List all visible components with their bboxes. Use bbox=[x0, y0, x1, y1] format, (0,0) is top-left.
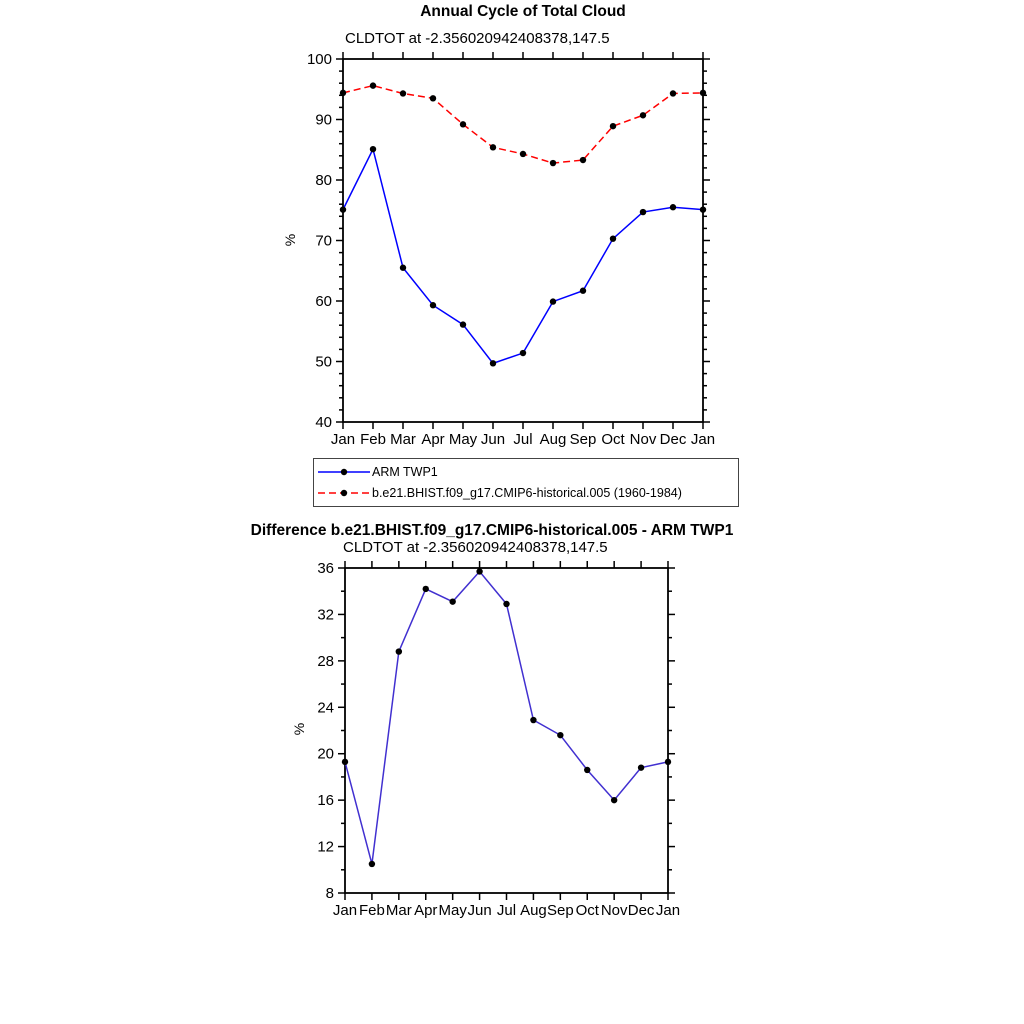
data-point-marker bbox=[665, 759, 671, 765]
top-chart-title: Annual Cycle of Total Cloud bbox=[420, 3, 626, 20]
data-point-marker bbox=[670, 204, 676, 210]
y-tick-label: 70 bbox=[315, 232, 332, 250]
x-tick-label: Apr bbox=[414, 902, 438, 919]
data-point-marker bbox=[400, 90, 406, 96]
bottom-chart-y-axis-label: % bbox=[291, 722, 307, 736]
data-point-marker bbox=[370, 82, 376, 88]
x-tick-label: Dec bbox=[627, 902, 655, 919]
legend-item-model-historical bbox=[318, 483, 738, 504]
y-tick-label: 50 bbox=[315, 353, 332, 371]
data-point-marker bbox=[580, 288, 586, 294]
y-tick-label: 12 bbox=[317, 838, 334, 856]
data-point-marker bbox=[640, 209, 646, 215]
x-tick-label: May bbox=[448, 431, 478, 448]
y-tick-label: 20 bbox=[317, 745, 334, 763]
data-point-marker bbox=[700, 90, 706, 96]
x-tick-label: Mar bbox=[385, 902, 412, 919]
y-tick-label: 80 bbox=[315, 172, 332, 189]
x-tick-label: Jun bbox=[480, 431, 506, 448]
y-tick-label: 16 bbox=[317, 792, 334, 810]
y-tick-label: 100 bbox=[306, 51, 332, 68]
x-tick-label: Jan bbox=[655, 902, 681, 919]
top-chart-tick-labels bbox=[307, 51, 715, 448]
data-point-marker bbox=[342, 759, 348, 765]
legend-label-arm-twp1: ARM TWP1 bbox=[372, 464, 438, 479]
y-tick-label: 90 bbox=[315, 111, 332, 129]
x-tick-label: Jan bbox=[330, 431, 356, 448]
x-tick-label: Jun bbox=[467, 902, 492, 919]
top-chart-ticks bbox=[336, 52, 710, 429]
data-point-marker bbox=[449, 598, 455, 604]
bottom-chart bbox=[317, 560, 680, 919]
y-tick-label: 28 bbox=[317, 652, 334, 670]
y-tick-label: 8 bbox=[325, 885, 334, 902]
y-tick-label: 40 bbox=[315, 414, 332, 431]
y-tick-label: 60 bbox=[315, 293, 332, 310]
data-point-marker bbox=[611, 797, 617, 803]
bottom-chart-subtitle: CLDTOT at -2.356020942408378,147.5 bbox=[343, 539, 608, 556]
data-point-marker bbox=[610, 123, 616, 129]
x-tick-label: Aug bbox=[539, 431, 567, 448]
data-point-marker bbox=[476, 568, 482, 574]
data-point-marker bbox=[460, 321, 466, 327]
data-point-marker bbox=[503, 601, 509, 607]
data-point-marker bbox=[400, 265, 406, 271]
data-point-marker bbox=[670, 90, 676, 96]
legend-label-model-historical: b.e21.BHIST.f09_g17.CMIP6-historical.005 (1960-1984) bbox=[372, 486, 682, 501]
data-point-marker bbox=[640, 112, 646, 118]
data-point-marker bbox=[550, 160, 556, 166]
legend-box bbox=[313, 458, 739, 507]
x-tick-label: Mar bbox=[390, 431, 416, 448]
series-line-arm-twp1 bbox=[343, 149, 703, 363]
bottom-chart-title: Difference b.e21.BHIST.f09_g17.CMIP6-historical.005 - ARM TWP1 bbox=[250, 522, 734, 539]
x-tick-label: Feb bbox=[358, 902, 385, 919]
x-tick-label: Jan bbox=[332, 902, 358, 919]
top-chart bbox=[307, 51, 715, 448]
legend-sample-marker bbox=[341, 490, 347, 496]
data-point-marker bbox=[423, 586, 429, 592]
x-tick-label: May bbox=[438, 902, 467, 919]
data-point-marker bbox=[584, 767, 590, 773]
data-point-marker bbox=[370, 146, 376, 152]
y-tick-label: 36 bbox=[317, 560, 334, 577]
top-chart-frame bbox=[343, 59, 703, 422]
top-chart-y-axis-label: % bbox=[282, 233, 298, 247]
data-point-marker bbox=[700, 206, 706, 212]
x-tick-label: Apr bbox=[421, 431, 445, 448]
series-line-difference bbox=[345, 571, 668, 864]
data-point-marker bbox=[340, 206, 346, 212]
data-point-marker bbox=[530, 717, 536, 723]
data-point-marker bbox=[520, 151, 526, 157]
x-tick-label: Jul bbox=[496, 902, 517, 919]
data-point-marker bbox=[369, 861, 375, 867]
data-point-marker bbox=[520, 350, 526, 356]
data-point-marker bbox=[460, 121, 466, 127]
data-point-marker bbox=[580, 157, 586, 163]
top-chart-subtitle: CLDTOT at -2.356020942408378,147.5 bbox=[345, 30, 610, 47]
data-point-marker bbox=[557, 732, 563, 738]
red-dashed-line-sample bbox=[318, 486, 370, 500]
data-point-marker bbox=[610, 235, 616, 241]
x-tick-label: Oct bbox=[575, 902, 599, 919]
legend-item-arm-twp1 bbox=[318, 461, 738, 482]
data-point-marker bbox=[396, 648, 402, 654]
x-tick-label: Sep bbox=[546, 902, 574, 919]
data-point-marker bbox=[550, 298, 556, 304]
blue-solid-line-sample bbox=[318, 465, 370, 479]
data-point-marker bbox=[340, 90, 346, 96]
y-tick-label: 32 bbox=[317, 606, 334, 624]
legend-sample-marker bbox=[341, 469, 347, 475]
data-point-marker bbox=[490, 360, 496, 366]
x-tick-label: Oct bbox=[601, 431, 625, 448]
x-tick-label: Aug bbox=[520, 902, 547, 919]
x-tick-label: Jul bbox=[513, 431, 533, 448]
y-tick-label: 24 bbox=[317, 699, 334, 717]
x-tick-label: Dec bbox=[659, 431, 687, 448]
x-tick-label: Nov bbox=[629, 431, 657, 448]
data-point-marker bbox=[430, 302, 436, 308]
x-tick-label: Jan bbox=[690, 431, 716, 448]
x-tick-label: Nov bbox=[600, 902, 628, 919]
data-point-marker bbox=[430, 95, 436, 101]
x-tick-label: Sep bbox=[569, 431, 597, 448]
data-point-marker bbox=[638, 764, 644, 770]
bottom-chart-frame bbox=[345, 568, 668, 893]
x-tick-label: Feb bbox=[360, 431, 386, 448]
data-point-marker bbox=[490, 144, 496, 150]
